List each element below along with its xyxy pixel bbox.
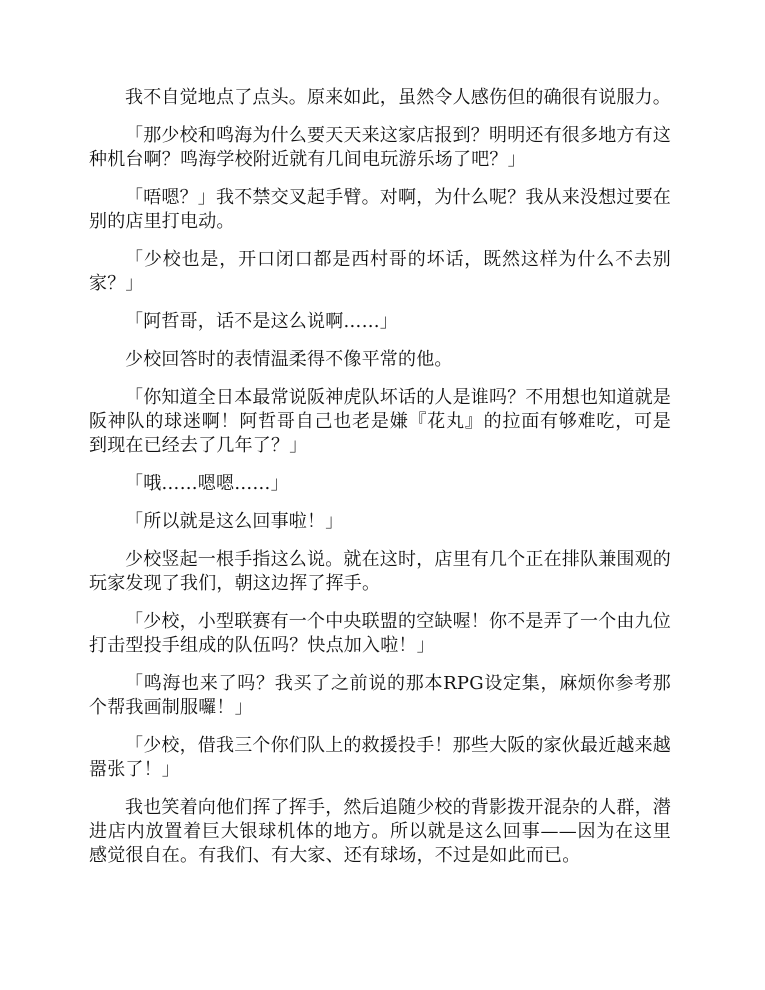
paragraph: 「阿哲哥，话不是这么说啊……」: [125, 311, 398, 332]
paragraph: 「鸣海也来了吗？我买了之前说的那本RPG设定集，麻烦你参考那个帮我画制服囉！」: [89, 673, 671, 718]
paragraph: 「你知道全日本最常说阪神虎队坏话的人是谁吗？不用想也知道就是阪神队的球迷啊！阿哲哥自己也老是嫌『花丸』的拉面有够难吃，可是到现在已经去了几年了？」: [89, 387, 671, 456]
paragraph: 「少校也是，开口闭口都是西村哥的坏话，既然这样为什么不去别家？」: [89, 249, 671, 294]
paragraph: 「唔嗯？」我不禁交叉起手臂。对啊，为什么呢？我从来没想过要在别的店里打电动。: [89, 187, 671, 232]
paragraph: 「所以就是这么回事啦！」: [125, 511, 344, 532]
paragraph: 「那少校和鸣海为什么要天天来这家店报到？明明还有很多地方有这种机台啊？鸣海学校附近就有几间电玩游乐场了吧？」: [89, 125, 671, 170]
document-page: [89, 86, 671, 868]
paragraph: 我也笑着向他们挥了挥手，然后追随少校的背影拨开混杂的人群，潜进店内放置着巨大银球机体的地方。所以就是这么回事——因为在这里感觉很自在。有我们、有大家、还有球场，不过是如此而已。: [89, 797, 671, 866]
paragraph: 「哦……嗯嗯……」: [125, 473, 289, 494]
paragraph: 「少校，借我三个你们队上的救援投手！那些大阪的家伙最近越来越嚣张了！」: [89, 735, 671, 780]
paragraph: 我不自觉地点了点头。原来如此，虽然令人感伤但的确很有说服力。: [125, 87, 671, 108]
paragraph: 少校竖起一根手指这么说。就在这时，店里有几个正在排队兼围观的玩家发现了我们，朝这边挥了挥手。: [89, 549, 671, 594]
paragraph: 少校回答时的表情温柔得不像平常的他。: [125, 349, 453, 370]
paragraph: 「少校，小型联赛有一个中央联盟的空缺喔！你不是弄了一个由九位打击型投手组成的队伍吗？快点加入啦！」: [89, 611, 671, 656]
